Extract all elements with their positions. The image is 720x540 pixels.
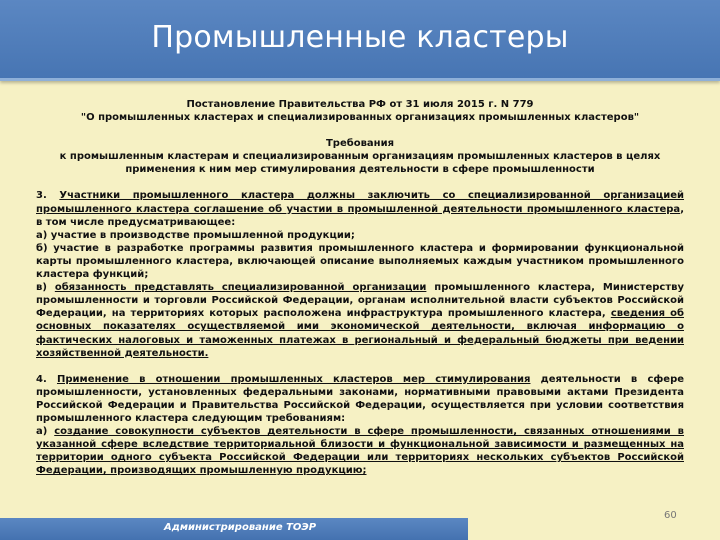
section-3-underlined: Участники промышленного кластера должны заключить со специализированной организацией промышленного кластера соглашение об участии в промышленной деятельности промышленного кластера bbox=[36, 190, 685, 215]
page-number: 60 bbox=[664, 510, 677, 521]
requirements-line-2: применения к ним мер стимулирования деятельности в сфере промышленности bbox=[125, 164, 595, 176]
section-4-item-a bbox=[36, 425, 684, 477]
requirements-title: Требования bbox=[325, 138, 395, 150]
section-4-number: 4. bbox=[36, 373, 47, 385]
slide-content bbox=[36, 98, 684, 477]
footer-bar bbox=[0, 518, 468, 540]
requirements-line-1: к промышленным кластерам и специализированным организациям промышленных кластеров в целях bbox=[59, 151, 661, 163]
decree-line-1: Постановление Правительства РФ от 31 июля 2015 г. N 779 bbox=[186, 99, 534, 110]
slide-header bbox=[0, 0, 720, 81]
section-3-text: , в том числе предусматривающее: bbox=[36, 203, 684, 228]
section-3-item-c-text: промышленного кластера, Министерству промышленности и торговли Российской Федерации, органам исполнительной власти субъектов Российской Федерации, на территориях которых расположена инфраструктура промышленного кластера, bbox=[36, 282, 684, 320]
section-3-item-c bbox=[36, 281, 684, 360]
section-3-item-b: б) участие в разработке программы развития промышленного кластера и формировании функциональной карты промышленного кластера, включающей описание выполняемых каждым участником промышленного кластера функций; bbox=[36, 242, 684, 281]
footer-organization: Администрирование ТОЭР bbox=[164, 522, 317, 533]
section-3-item-c-underlined-2: сведения об основных показателях осуществляемой ими экономической деятельности, включая информацию о фактических налоговых и таможенных платежах в региональный и федеральный бюджеты при ведении хозяйственной деятельности. bbox=[36, 308, 684, 359]
slide-title: Промышленные кластеры bbox=[151, 20, 569, 55]
section-4-text: деятельности в сфере промышленности, установленных федеральными законами, нормативными правовыми актами Президента Российской Федерации и Правительства Российской Федерации, осуществляется при условии соответствия промышленного кластера следующим требованиям: bbox=[36, 373, 685, 424]
section-4-intro bbox=[36, 373, 684, 425]
section-3-number: 3. bbox=[36, 190, 47, 202]
section-3-intro bbox=[36, 189, 684, 228]
section-4-underlined: Применение в отношении промышленных кластеров мер стимулирования bbox=[56, 373, 531, 385]
decree-line-2: "О промышленных кластерах и специализированных организациях промышленных кластеров" bbox=[80, 112, 640, 124]
section-4-item-a-underlined: создание совокупности субъектов деятельности в сфере промышленности, связанных отношениями в указанной сфере вследствие территориальной близости и функциональной зависимости и размещенных на территории одного субъекта Российской Федерации или территориях нескольких субъектов Российской Федерации, производящих промышленную продукцию; bbox=[36, 426, 684, 477]
section-3-item-c-underlined-1: обязанность представлять специализированной организации bbox=[54, 282, 427, 294]
section-3-item-c-prefix: в) bbox=[36, 282, 47, 294]
section-3-item-a: а) участие в производстве промышленной продукции; bbox=[36, 229, 355, 241]
section-4-item-a-prefix: а) bbox=[36, 426, 48, 438]
